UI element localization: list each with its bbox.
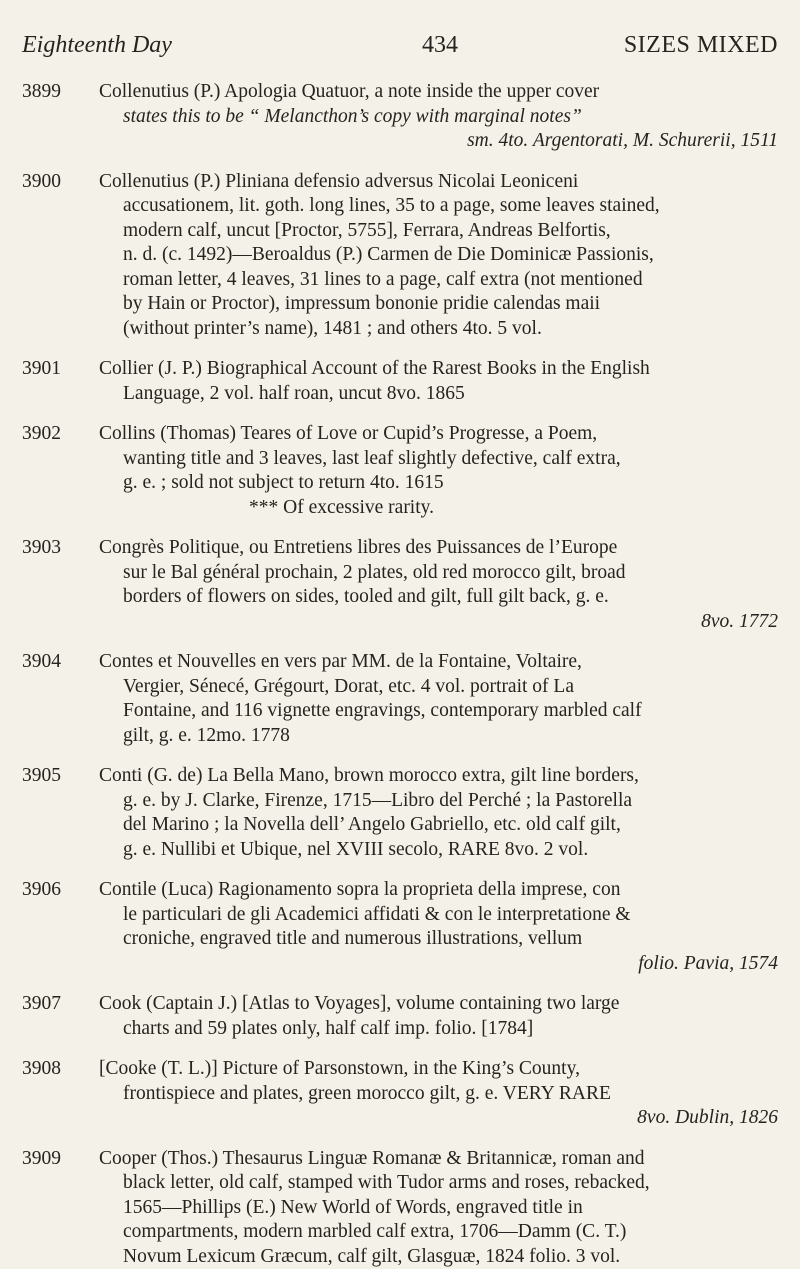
lot-number: 3906 — [22, 878, 72, 903]
lot-line: le particulari de gli Academici affidati & con le interpretatione & — [99, 903, 778, 928]
lot-line: Contes et Nouvelles en vers par MM. de la Fontaine, Voltaire, — [99, 650, 778, 675]
lot-line: Vergier, Sénecé, Grégourt, Dorat, etc. 4 vol. portrait of La — [99, 675, 778, 700]
lot-line: Congrès Politique, ou Entretiens libres des Puissances de l’Europe — [99, 536, 778, 561]
lot-line: g. e. Nullibi et Ubique, nel XVIII secolo, RARE 8vo. 2 vol. — [99, 838, 778, 863]
lot-number: 3901 — [22, 357, 72, 382]
lot-entry — [22, 878, 778, 976]
lot-entry — [22, 536, 778, 634]
lot-line: croniche, engraved title and numerous illustrations, vellum — [99, 927, 778, 952]
lot-line: borders of flowers on sides, tooled and gilt, full gilt back, g. e. — [99, 585, 778, 610]
lot-description — [99, 1057, 778, 1131]
lot-line: Fontaine, and 116 vignette engravings, contemporary marbled calf — [99, 699, 778, 724]
lot-entry — [22, 650, 778, 748]
lot-number: 3908 — [22, 1057, 72, 1082]
lot-line: n. d. (c. 1492)—Beroaldus (P.) Carmen de Die Dominicæ Passionis, — [99, 243, 778, 268]
lot-line: charts and 59 plates only, half calf imp. folio. [1784] — [99, 1017, 778, 1042]
lot-number: 3903 — [22, 536, 72, 561]
lot-line: modern calf, uncut [Proctor, 5755], Ferrara, Andreas Belfortis, — [99, 219, 778, 244]
lot-line: [Cooke (T. L.)] Picture of Parsonstown, in the King’s County, — [99, 1057, 778, 1082]
lot-line: sur le Bal général prochain, 2 plates, old red morocco gilt, broad — [99, 561, 778, 586]
lot-line: by Hain or Proctor), impressum bononie pridie calendas maii — [99, 292, 778, 317]
lot-entry — [22, 1057, 778, 1131]
lot-line: Collier (J. P.) Biographical Account of the Rarest Books in the English — [99, 357, 778, 382]
lot-line: frontispiece and plates, green morocco gilt, g. e. VERY RARE — [99, 1082, 778, 1107]
lot-imprint: folio. Pavia, 1574 — [99, 952, 778, 977]
lot-description — [99, 1147, 778, 1269]
lot-line: Conti (G. de) La Bella Mano, brown morocco extra, gilt line borders, — [99, 764, 778, 789]
lot-description — [99, 536, 778, 634]
lot-line: black letter, old calf, stamped with Tudor arms and roses, rebacked, — [99, 1171, 778, 1196]
lot-description — [99, 357, 778, 406]
lot-entry — [22, 764, 778, 862]
lot-number: 3909 — [22, 1147, 72, 1172]
lot-description — [99, 650, 778, 748]
lot-imprint: 8vo. Dublin, 1826 — [99, 1106, 778, 1131]
lot-entry — [22, 1147, 778, 1269]
lot-line: Cooper (Thos.) Thesaurus Linguæ Romanæ & Britannicæ, roman and — [99, 1147, 778, 1172]
lot-line: Cook (Captain J.) [Atlas to Voyages], volume containing two large — [99, 992, 778, 1017]
lot-line: compartments, modern marbled calf extra, 1706—Damm (C. T.) — [99, 1220, 778, 1245]
page-number: 434 — [422, 30, 458, 60]
lot-line: 1565—Phillips (E.) New World of Words, engraved title in — [99, 1196, 778, 1221]
lot-line: states this to be “ Melancthon’s copy with marginal notes” — [99, 105, 778, 130]
lot-line: Contile (Luca) Ragionamento sopra la proprieta della imprese, con — [99, 878, 778, 903]
lot-number: 3899 — [22, 80, 72, 105]
lot-number: 3904 — [22, 650, 72, 675]
lot-entry — [22, 992, 778, 1041]
lot-line: Collenutius (P.) Pliniana defensio adversus Nicolai Leoniceni — [99, 170, 778, 195]
lot-number: 3905 — [22, 764, 72, 789]
lot-line: del Marino ; la Novella dell’ Angelo Gabriello, etc. old calf gilt, — [99, 813, 778, 838]
lot-line: gilt, g. e. 12mo. 1778 — [99, 724, 778, 749]
lot-entry — [22, 422, 778, 520]
lot-description — [99, 170, 778, 342]
lot-description — [99, 992, 778, 1041]
header-section: SIZES MIXED — [624, 30, 778, 60]
header-day: Eighteenth Day — [22, 30, 172, 60]
lot-line: roman letter, 4 leaves, 31 lines to a page, calf extra (not mentioned — [99, 268, 778, 293]
lot-description — [99, 764, 778, 862]
lot-line: g. e. by J. Clarke, Firenze, 1715—Libro del Perché ; la Pastorella — [99, 789, 778, 814]
running-header — [22, 30, 778, 60]
lot-number: 3900 — [22, 170, 72, 195]
lot-entry — [22, 170, 778, 342]
lot-imprint: sm. 4to. Argentorati, M. Schurerii, 1511 — [99, 129, 778, 154]
lot-description — [99, 80, 778, 154]
lot-description — [99, 422, 778, 520]
lot-line: (without printer’s name), 1481 ; and others 4to. 5 vol. — [99, 317, 778, 342]
lot-line: Collins (Thomas) Teares of Love or Cupid’s Progresse, a Poem, — [99, 422, 778, 447]
lot-description — [99, 878, 778, 976]
lot-line: wanting title and 3 leaves, last leaf slightly defective, calf extra, — [99, 447, 778, 472]
lot-entry — [22, 357, 778, 406]
lot-line: Collenutius (P.) Apologia Quatuor, a note inside the upper cover — [99, 80, 778, 105]
lot-line: Language, 2 vol. half roan, uncut 8vo. 1865 — [99, 382, 778, 407]
lot-line: g. e. ; sold not subject to return 4to. 1615 — [99, 471, 778, 496]
lot-number: 3907 — [22, 992, 72, 1017]
lot-line: accusationem, lit. goth. long lines, 35 to a page, some leaves stained, — [99, 194, 778, 219]
lot-note: *** Of excessive rarity. — [99, 496, 778, 521]
lot-imprint: 8vo. 1772 — [99, 610, 778, 635]
lot-number: 3902 — [22, 422, 72, 447]
lot-entry — [22, 80, 778, 154]
lot-line: Novum Lexicum Græcum, calf gilt, Glasguæ, 1824 folio. 3 vol. — [99, 1245, 778, 1269]
